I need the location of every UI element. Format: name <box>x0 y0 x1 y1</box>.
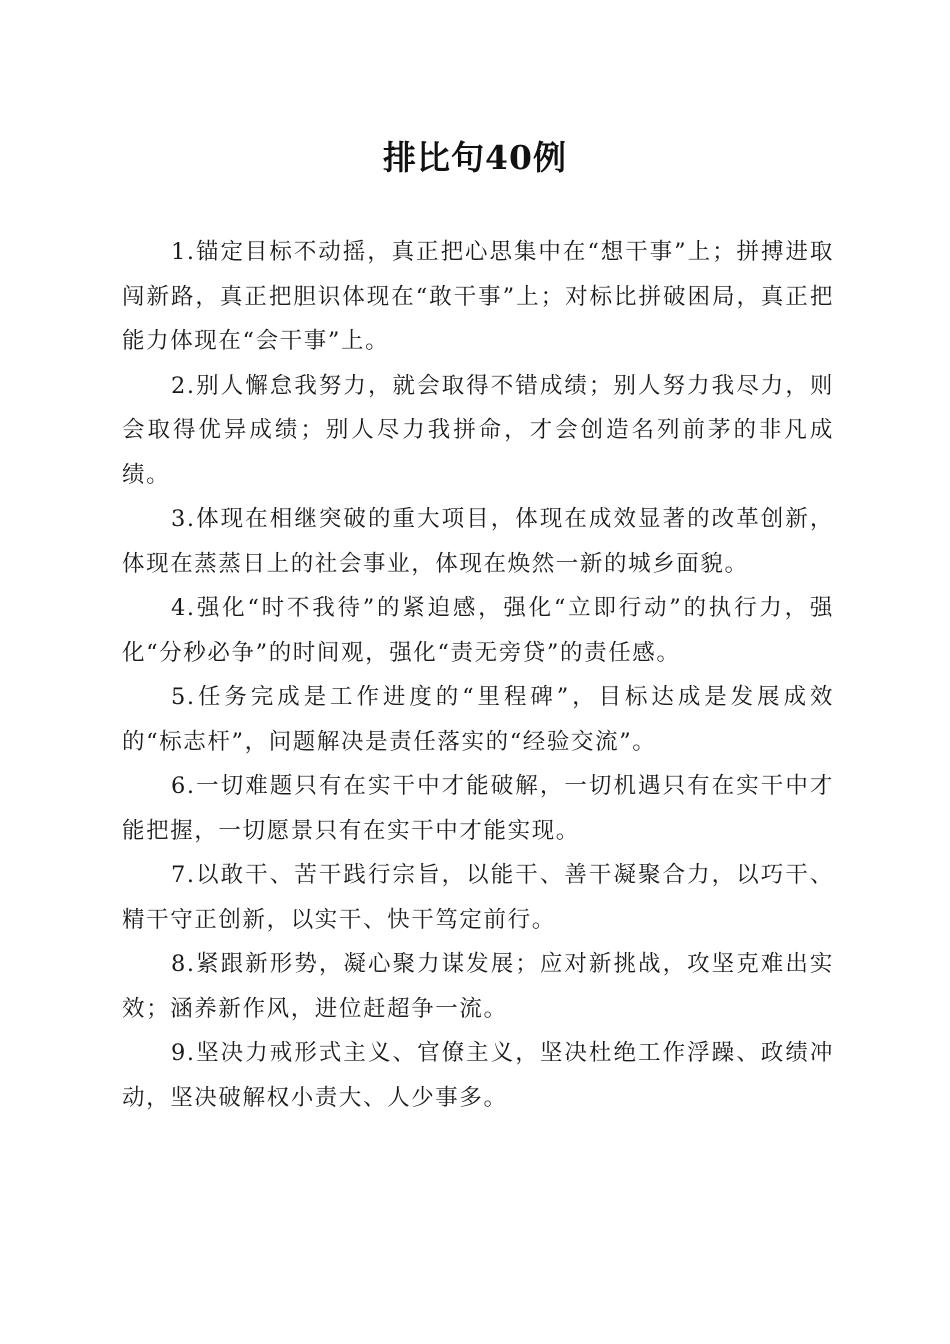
page-title: 排比句40例 <box>383 138 567 177</box>
paragraph-4: 4.强化“时不我待”的紧迫感，强化“立即行动”的执行力，强化“分秒必争”的时间观，强化“责无旁贷”的责任感。 <box>122 595 834 666</box>
paragraph-5: 5.任务完成是工作进度的“里程碑”，目标达成是发展成效的“标志杆”，问题解决是责任落实的“经验交流”。 <box>122 684 834 755</box>
paragraph-7: 7.以敢干、苦干践行宗旨，以能干、善干凝聚合力，以巧干、精干守正创新，以实干、快干笃定前行。 <box>122 862 834 933</box>
paragraph-9: 9.坚决力戒形式主义、官僚主义，坚决杜绝工作浮躁、政绩冲动，坚决破解权小责大、人少事多。 <box>122 1040 834 1111</box>
document-body <box>122 230 834 1120</box>
paragraph-8: 8.紧跟新形势，凝心聚力谋发展；应对新挑战，攻坚克难出实效；涵养新作风，进位赶超争一流。 <box>122 951 834 1022</box>
paragraph-2: 2.别人懈怠我努力，就会取得不错成绩；别人努力我尽力，则会取得优异成绩；别人尽力我拼命，才会创造名列前茅的非凡成绩。 <box>122 372 834 488</box>
paragraph-6: 6.一切难题只有在实干中才能破解，一切机遇只有在实干中才能把握，一切愿景只有在实干中才能实现。 <box>122 773 834 844</box>
paragraph-1: 1.锚定目标不动摇，真正把心思集中在“想干事”上；拼搏进取闯新路，真正把胆识体现在“敢干事”上；对标比拼破困局，真正把能力体现在“会干事”上。 <box>122 239 834 354</box>
paragraph-3: 3.体现在相继突破的重大项目，体现在成效显著的改革创新，体现在蒸蒸日上的社会事业，体现在焕然一新的城乡面貌。 <box>122 506 834 577</box>
